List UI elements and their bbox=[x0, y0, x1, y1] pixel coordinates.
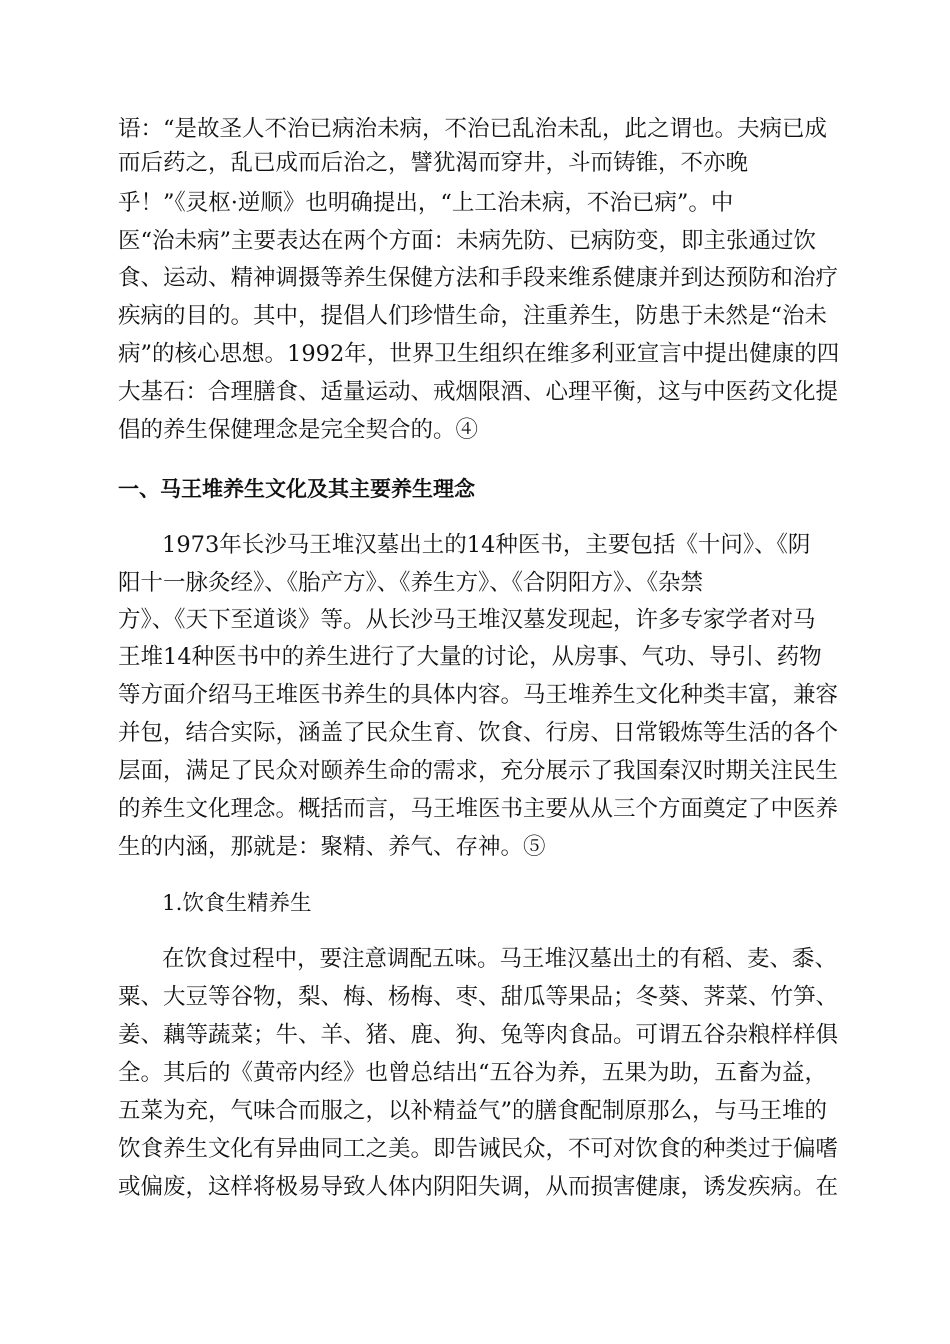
paragraph-3-line-2: 粟、大豆等谷物，梨、梅、杨梅、枣、甜瓜等果品；冬葵、荠菜、竹笋、 bbox=[118, 984, 839, 1010]
paragraph-3-line-3: 姜、藕等蔬菜；牛、羊、猪、鹿、狗、兔等肉食品。可谓五谷杂粮样样俱 bbox=[118, 1022, 839, 1048]
paragraph-1-line-9: 倡的养生保健理念是完全契合的。④ bbox=[118, 417, 479, 443]
paragraph-1-line-1: 语：“是故圣人不治已病治未病，不治已乱治未乱，此之谓也。夫病已成 bbox=[118, 116, 828, 142]
paragraph-2-line-9: 生的内涵，那就是：聚精、养气、存神。⑤ bbox=[118, 834, 546, 860]
paragraph-2-line-2: 阳十一脉灸经》、《胎产方》、《养生方》、《合阴阳方》、《杂禁 bbox=[118, 570, 704, 596]
paragraph-2-line-3: 方》、《天下至道谈》等。从长沙马王堆汉墓发现起，许多专家学者对马 bbox=[118, 607, 816, 633]
paragraph-3-line-6: 饮食养生文化有异曲同工之美。即告诫民众，不可对饮食的种类过于偏嗜 bbox=[118, 1136, 839, 1162]
paragraph-2-line-6: 并包，结合实际，涵盖了民众生育、饮食、行房、日常锻炼等生活的各个 bbox=[118, 720, 839, 746]
paragraph-3-line-5: 五菜为充，气味合而服之，以补精益气”的膳食配制原那么，与马王堆的 bbox=[118, 1098, 828, 1124]
paragraph-1-line-3: 乎！”《灵枢·逆顺》也明确提出，“上工治未病，不治已病”。中 bbox=[118, 190, 734, 216]
paragraph-1-line-5: 食、运动、精神调摄等养生保健方法和手段来维系健康并到达预防和治疗 bbox=[118, 265, 839, 291]
paragraph-1-line-4: 医“治未病”主要表达在两个方面：未病先防、已病防变，即主张通过饮 bbox=[118, 228, 817, 254]
section-heading: 一、马王堆养生文化及其主要养生理念 bbox=[118, 477, 475, 501]
paragraph-1-line-8: 大基石：合理膳食、适量运动、戒烟限酒、心理平衡，这与中医药文化提 bbox=[118, 379, 839, 405]
paragraph-3-line-7: 或偏废，这样将极易导致人体内阴阳失调，从而损害健康，诱发疾病。在 bbox=[118, 1174, 839, 1200]
paragraph-2-line-5: 等方面介绍马王堆医书养生的具体内容。马王堆养生文化种类丰富，兼容 bbox=[118, 682, 839, 708]
paragraph-3-line-4: 全。其后的《黄帝内经》也曾总结出“五谷为养，五果为助，五畜为益， bbox=[118, 1060, 828, 1086]
subsection-heading: 1.饮食生精养生 bbox=[162, 891, 312, 916]
paragraph-2-line-8: 的养生文化理念。概括而言，马王堆医书主要从从三个方面奠定了中医养 bbox=[118, 796, 839, 822]
paragraph-1-line-7: 病”的核心思想。1992年，世界卫生组织在维多利亚宣言中提出健康的四 bbox=[118, 341, 840, 367]
paragraph-1-line-2: 而后药之，乱已成而后治之，譬犹渴而穿井，斗而铸锥，不亦晚 bbox=[118, 150, 749, 176]
paragraph-2-line-1: 1973年长沙马王堆汉墓出土的14种医书，主要包括《十问》、《阴 bbox=[162, 532, 811, 558]
paragraph-3-line-1: 在饮食过程中，要注意调配五味。马王堆汉墓出土的有稻、麦、黍、 bbox=[162, 946, 838, 972]
paragraph-1-line-6: 疾病的目的。其中，提倡人们珍惜生命，注重养生，防患于未然是“治未 bbox=[118, 303, 828, 329]
paragraph-2-line-7: 层面，满足了民众对颐养生命的需求，充分展示了我国秦汉时期关注民生 bbox=[118, 758, 839, 784]
paragraph-2-line-4: 王堆14种医书中的养生进行了大量的讨论，从房事、气功、导引、药物 bbox=[118, 644, 822, 670]
